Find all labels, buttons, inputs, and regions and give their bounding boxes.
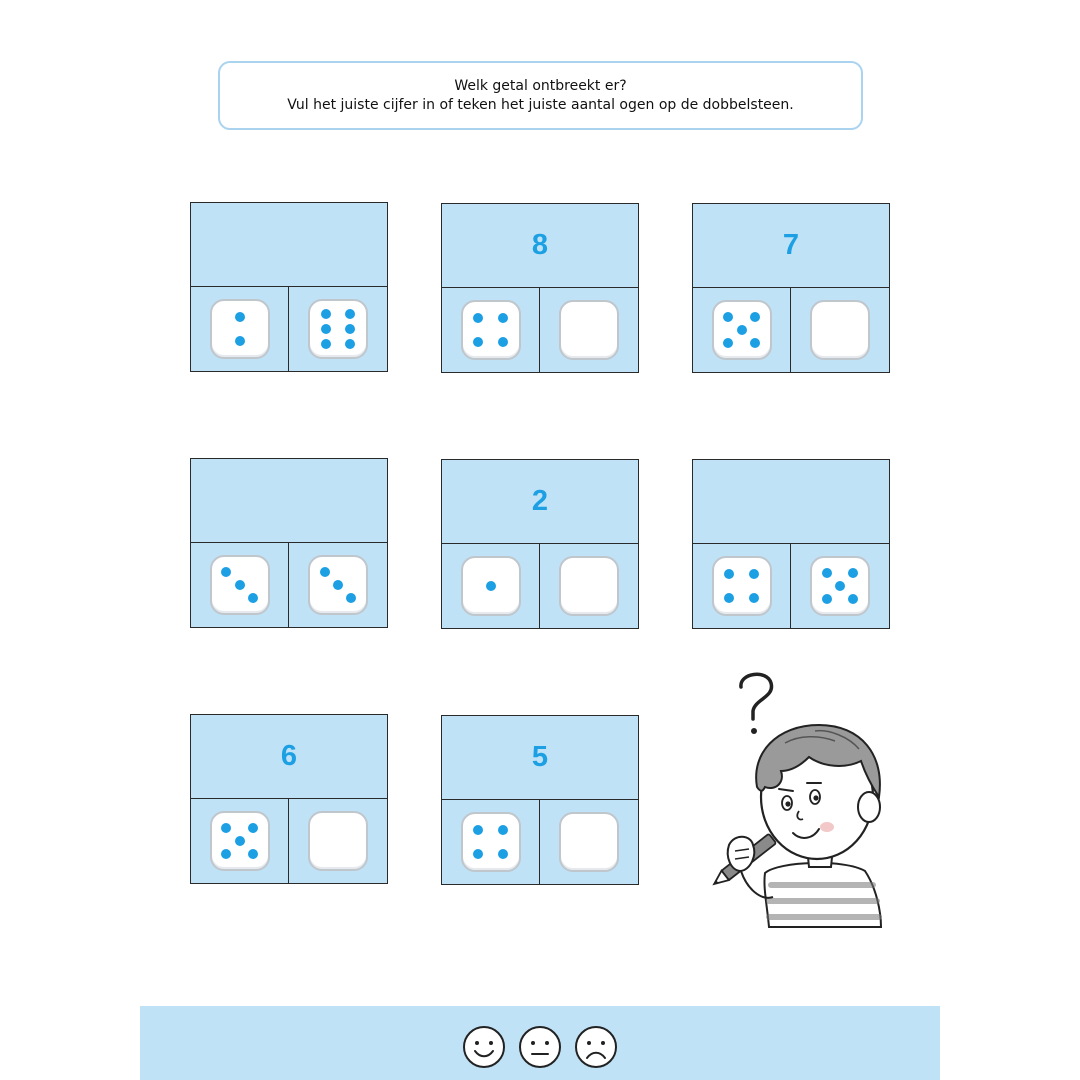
die-right [308, 299, 368, 359]
die-pip [235, 312, 245, 322]
die-pip [486, 581, 496, 591]
die-pip [723, 312, 733, 322]
die-pip [235, 580, 245, 590]
instructions-box [218, 61, 863, 130]
die-pip [320, 567, 330, 577]
die-pip [822, 568, 832, 578]
die-pip [835, 581, 845, 591]
card-number: 8 [531, 229, 549, 261]
card-number: 7 [782, 229, 800, 261]
die-pip [723, 338, 733, 348]
die-right-blank[interactable] [810, 300, 870, 360]
exercise-card-6 [692, 459, 890, 629]
die-pip [221, 567, 231, 577]
die-pip [473, 825, 483, 835]
die-pip [750, 312, 760, 322]
die-right [810, 556, 870, 616]
exercise-card-3 [692, 203, 890, 373]
card-number: 5 [531, 741, 549, 773]
question-mark-icon [741, 674, 772, 719]
die-pip [737, 325, 747, 335]
die-pip [333, 580, 343, 590]
exercise-card-8 [441, 715, 639, 885]
exercise-card-4 [190, 458, 388, 628]
neutral-face-icon[interactable] [518, 1025, 562, 1069]
die-pip [248, 593, 258, 603]
die-pip [724, 593, 734, 603]
die-pip [345, 339, 355, 349]
die-pip [346, 593, 356, 603]
die-left [210, 811, 270, 871]
die-right-blank[interactable] [308, 811, 368, 871]
die-left [461, 300, 521, 360]
die-pip [473, 313, 483, 323]
sad-face-icon[interactable] [574, 1025, 618, 1069]
die-right-blank[interactable] [559, 556, 619, 616]
answer-number-box [191, 715, 387, 799]
die-right-blank[interactable] [559, 812, 619, 872]
die-left [461, 812, 521, 872]
die-pip [750, 338, 760, 348]
die-pip [848, 594, 858, 604]
die-pip [235, 836, 245, 846]
die-right-blank[interactable] [559, 300, 619, 360]
answer-number-box[interactable] [191, 203, 387, 287]
die-pip [248, 849, 258, 859]
die-pip [473, 849, 483, 859]
die-pip [321, 339, 331, 349]
answer-number-box [442, 716, 638, 800]
die-left [210, 299, 270, 359]
die-pip [848, 568, 858, 578]
exercise-card-1 [190, 202, 388, 372]
die-right [308, 555, 368, 615]
card-number: 6 [280, 740, 298, 772]
die-pip [221, 849, 231, 859]
die-left [461, 556, 521, 616]
die-pip [248, 823, 258, 833]
die-pip [345, 309, 355, 319]
die-pip [345, 324, 355, 334]
die-pip [724, 569, 734, 579]
die-pip [321, 324, 331, 334]
die-pip [822, 594, 832, 604]
die-pip [749, 569, 759, 579]
answer-number-box [693, 204, 889, 288]
happy-face-icon[interactable] [462, 1025, 506, 1069]
boy-thinking-illustration [695, 665, 900, 935]
die-pip [498, 849, 508, 859]
answer-number-box[interactable] [191, 459, 387, 543]
exercise-card-7 [190, 714, 388, 884]
answer-number-box [442, 460, 638, 544]
die-pip [235, 336, 245, 346]
die-pip [321, 309, 331, 319]
die-left [712, 556, 772, 616]
die-pip [498, 313, 508, 323]
instructions-line-2: Vul het juiste cijfer in of teken het juiste aantal ogen op de dobbelsteen. [287, 96, 794, 113]
answer-number-box[interactable] [693, 460, 889, 544]
die-pip [749, 593, 759, 603]
die-pip [498, 825, 508, 835]
die-left [712, 300, 772, 360]
die-pip [473, 337, 483, 347]
exercise-card-2 [441, 203, 639, 373]
die-pip [221, 823, 231, 833]
answer-number-box [442, 204, 638, 288]
die-pip [498, 337, 508, 347]
exercise-card-5 [441, 459, 639, 629]
card-number: 2 [531, 485, 549, 517]
die-left [210, 555, 270, 615]
instructions-line-1: Welk getal ontbreekt er? [454, 77, 627, 94]
